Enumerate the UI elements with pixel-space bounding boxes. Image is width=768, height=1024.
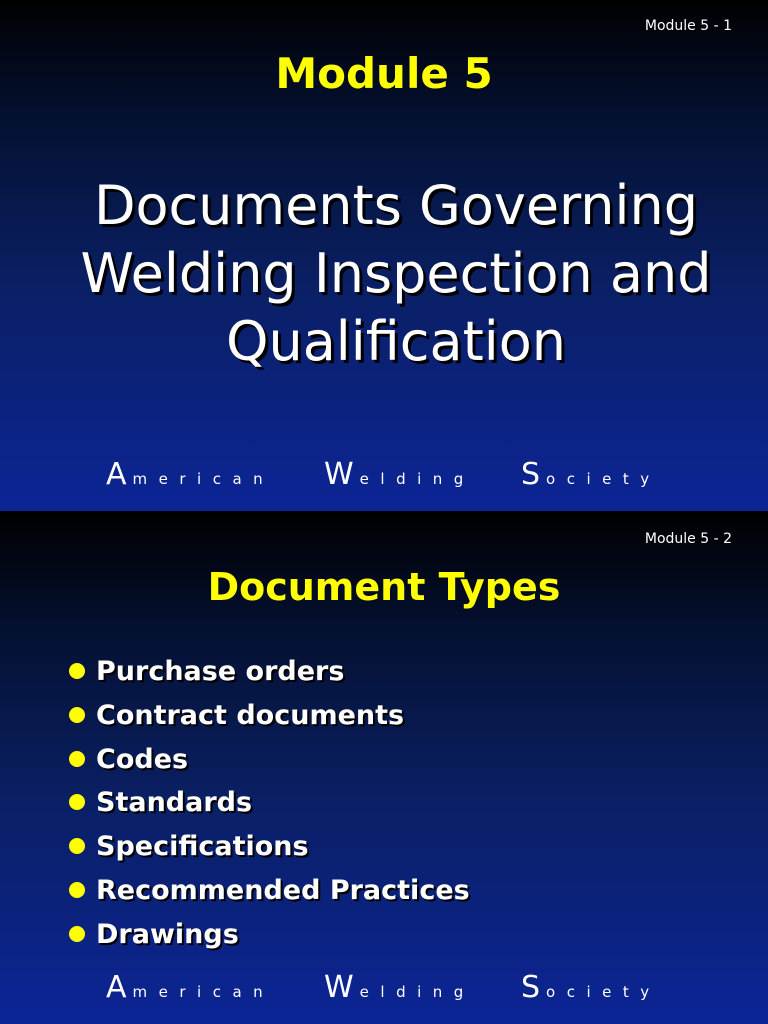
list-item	[66, 650, 470, 694]
list-item-text: Recommended Practices	[96, 874, 470, 906]
bullet-list	[66, 650, 470, 957]
slide-title-line: Documents Governing	[93, 174, 699, 237]
bullet-dot-icon	[69, 838, 85, 854]
footer-word-rest: elding	[359, 470, 475, 488]
list-item-text: Purchase orders	[96, 656, 345, 687]
footer-word-initial: W	[324, 970, 354, 1005]
list-item	[66, 913, 470, 957]
footer-word	[106, 457, 274, 492]
bullet-dot-icon	[69, 751, 85, 767]
footer-word-rest: elding	[359, 983, 475, 1001]
list-item-text: Specifications	[96, 831, 309, 863]
footer-word	[106, 970, 274, 1005]
slide-page-number: Module 5 - 1	[644, 18, 732, 34]
society-footer	[0, 965, 768, 1005]
bullet-dot-icon	[69, 882, 85, 898]
list-item-text: Codes	[96, 743, 189, 775]
footer-word-initial: S	[521, 970, 541, 1005]
list-item-text: Contract documents	[96, 699, 405, 731]
slide-2	[0, 513, 768, 1024]
slide-heading: Document Types	[207, 565, 561, 609]
list-item-text: Drawings	[96, 918, 239, 950]
slide-1	[0, 0, 768, 511]
list-item	[66, 694, 470, 738]
society-footer	[0, 452, 768, 492]
footer-word-initial: A	[106, 970, 127, 1005]
bullet-dot-icon	[69, 926, 85, 942]
list-item	[66, 781, 470, 825]
bullet-dot-icon	[69, 663, 85, 679]
footer-word	[324, 970, 475, 1005]
footer-word	[521, 970, 661, 1005]
bullet-dot-icon	[69, 707, 85, 723]
slide-title-line: Welding Inspection and	[80, 242, 712, 305]
footer-word-initial: A	[106, 457, 127, 492]
list-item	[66, 869, 470, 913]
slide-title	[8, 172, 768, 376]
footer-word-initial: W	[324, 457, 354, 492]
footer-word	[521, 457, 661, 492]
list-item-text: Standards	[96, 787, 253, 819]
bullet-dot-icon	[69, 794, 85, 810]
footer-word-rest: ociety	[546, 470, 661, 488]
list-item	[66, 738, 470, 782]
footer-word-rest: merican	[132, 470, 275, 488]
module-title: Module 5	[275, 49, 493, 98]
slide-page-number: Module 5 - 2	[644, 531, 732, 547]
footer-word-rest: ociety	[546, 983, 661, 1001]
footer-word-initial: S	[521, 457, 541, 492]
list-item	[66, 825, 470, 869]
slide-title-line: Qualification	[225, 310, 567, 373]
footer-word-rest: merican	[132, 983, 275, 1001]
footer-word	[324, 457, 475, 492]
